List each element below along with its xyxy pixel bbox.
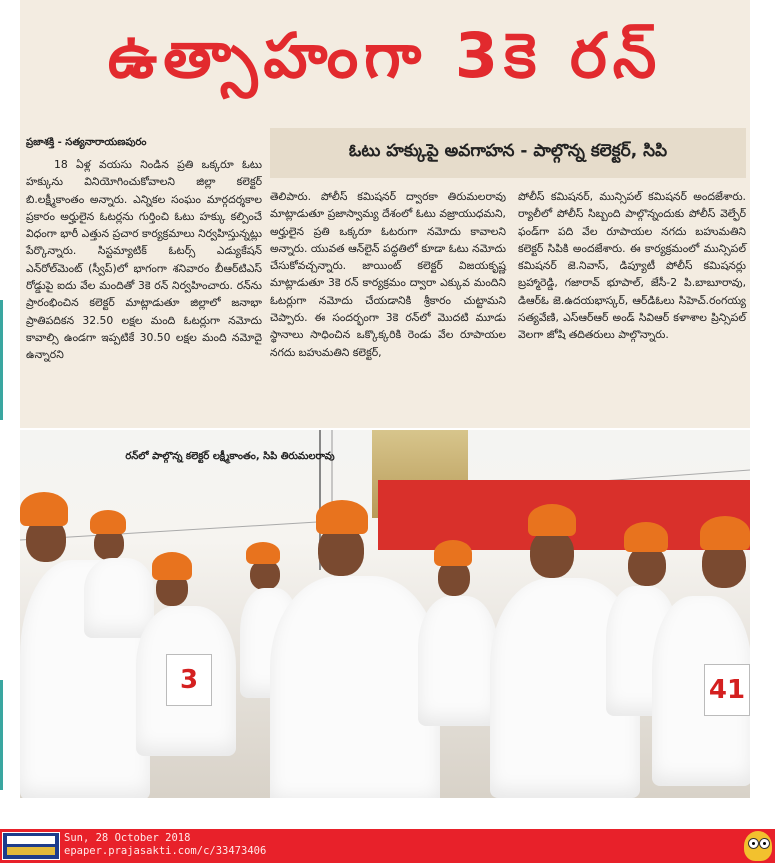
byline: ప్రజాశక్తి - సత్యనారాయణపురం [26,137,147,148]
prajasakti-logo[interactable] [2,832,60,860]
subheadline: ఓటు హక్కుపై అవగాహన - పాల్గొన్న కలెక్టర్, సిపి [270,128,746,178]
owl-mascot-icon [744,831,772,861]
article-column-2: తెలిపారు. పోలీస్ కమిషనర్ ద్వారకా తిరుమలరావు మాట్లాడుతూ ప్రజాస్వామ్య దేశంలో ఓటు వజ్రాయుధమని, అర్హులైన ప్రతి ఒక్కరూ ఓటరుగా నమోదు కావాలని అన్నారు. యువత ఆన్‌లైన్ పద్ధతిలో కూడా ఓటు నమోదు చేసుకోవచ్చన్నారు. జాయింట్ కలెక్టర్ విజయకృష్ణ మాట్లాడుతూ 3కె రన్ కార్యక్రమం ద్వారా ఎక్కువ మందిని ఓటర్లుగా నమోదు చేయడానికి శ్రీకారం చుట్టామని చెప్పారు. ఈ సందర్భంగా 3కె రన్‌లో మొదటి మూడు స్థానాలు సాధించిన ఒక్కొక్కరికి రెండు వేల రూపాయల నగదు బహుమతిని కలెక్టర్, [270,190,506,359]
epaper-link[interactable]: epaper.prajasakti.com/c/33473406 [64,845,267,857]
race-bib: 3 [166,654,212,706]
page-edge-marker [0,680,3,790]
article-column-1: 18 ఏళ్ల వయసు నిండిన ప్రతి ఒక్కరూ ఓటు హక్కును వినియోగించుకోవాలని జిల్లా కలెక్టర్ బి.లక్ష్మీకాంతం అన్నారు. ఎన్నికల సంఘం మార్గదర్శకాల ప్రకారం అర్హులైన ఓటర్లను గుర్తించి ఓటు హక్కు కల్పించే విధంగా భారీ ఎత్తున ప్రచార కార్యక్రమాలు నిర్వహిస్తున్నట్లు పేర్కొన్నారు. సిస్టమ్యాటిక్ ఓటర్స్ ఎడ్యుకేషన్ ఎన్‌రోల్‌మెంట్ (స్వీప్)లో భాగంగా శనివారం బీఆర్‌టిఎస్ రోడ్డుపై ఐదు వేల మందితో 3కె రన్ నిర్వహించారు. రన్‌ను ప్రారంభించిన కలెక్టర్ మాట్లాడుతూ జిల్లాలో జనాభా ప్రాతిపదికన 32.50 లక్షల మంది ఓటర్లుగా నమోదు కావాల్సి ఉండగా ఇప్పటికే 30.50 లక్షల మంది నమోదై ఉన్నారని [26,158,262,362]
race-bib: 41 [704,664,750,716]
footer-info [64,832,266,858]
epaper-footer [0,829,775,863]
headline: ఉత్సాహంగా 3కె రన్ [107,19,663,92]
photo-caption: రన్‌లో పాల్గొన్న కలెక్టర్ లక్ష్మీకాంతం, సిపి తిరుమలరావు [125,451,335,462]
edition-date: Sun, 28 October 2018 [64,832,191,844]
run-event-photo [20,430,750,798]
article-column-3: పోలీస్ కమిషనర్, మున్సిపల్ కమిషనర్ అందజేశారు. ర్యాలీలో పోలీస్ సిబ్బంది పాల్గొన్నందుకు పోలీస్ వెల్ఫేర్ ఫండ్‌గా పది వేల రూపాయల నగదు బహుమతిని కలెక్టర్ సిపికి అందజేశారు. ఈ కార్యక్రమంలో మున్సిపల్ కమిషనర్ జె.నివాస్, డిప్యూటీ పోలీస్ కమిషనర్లు బ్రహ్మారెడ్డి, గజారావ్ భూపాల్, జేసీ-2 పి.బాబూరావు, డిఆర్‌ఓ జె.ఉదయభాస్కర్, ఆర్‌డిఓలు సిహెచ్.రంగయ్య సత్యవేణి, ఎస్ఆర్ఆర్ అండ్ సివిఆర్ కళాశాల ప్రిన్సిపల్ వెలగా జోషి తదితరులు పాల్గొన్నారు. [518,190,746,342]
article-clipping [20,0,750,428]
page-edge-marker [0,300,3,420]
